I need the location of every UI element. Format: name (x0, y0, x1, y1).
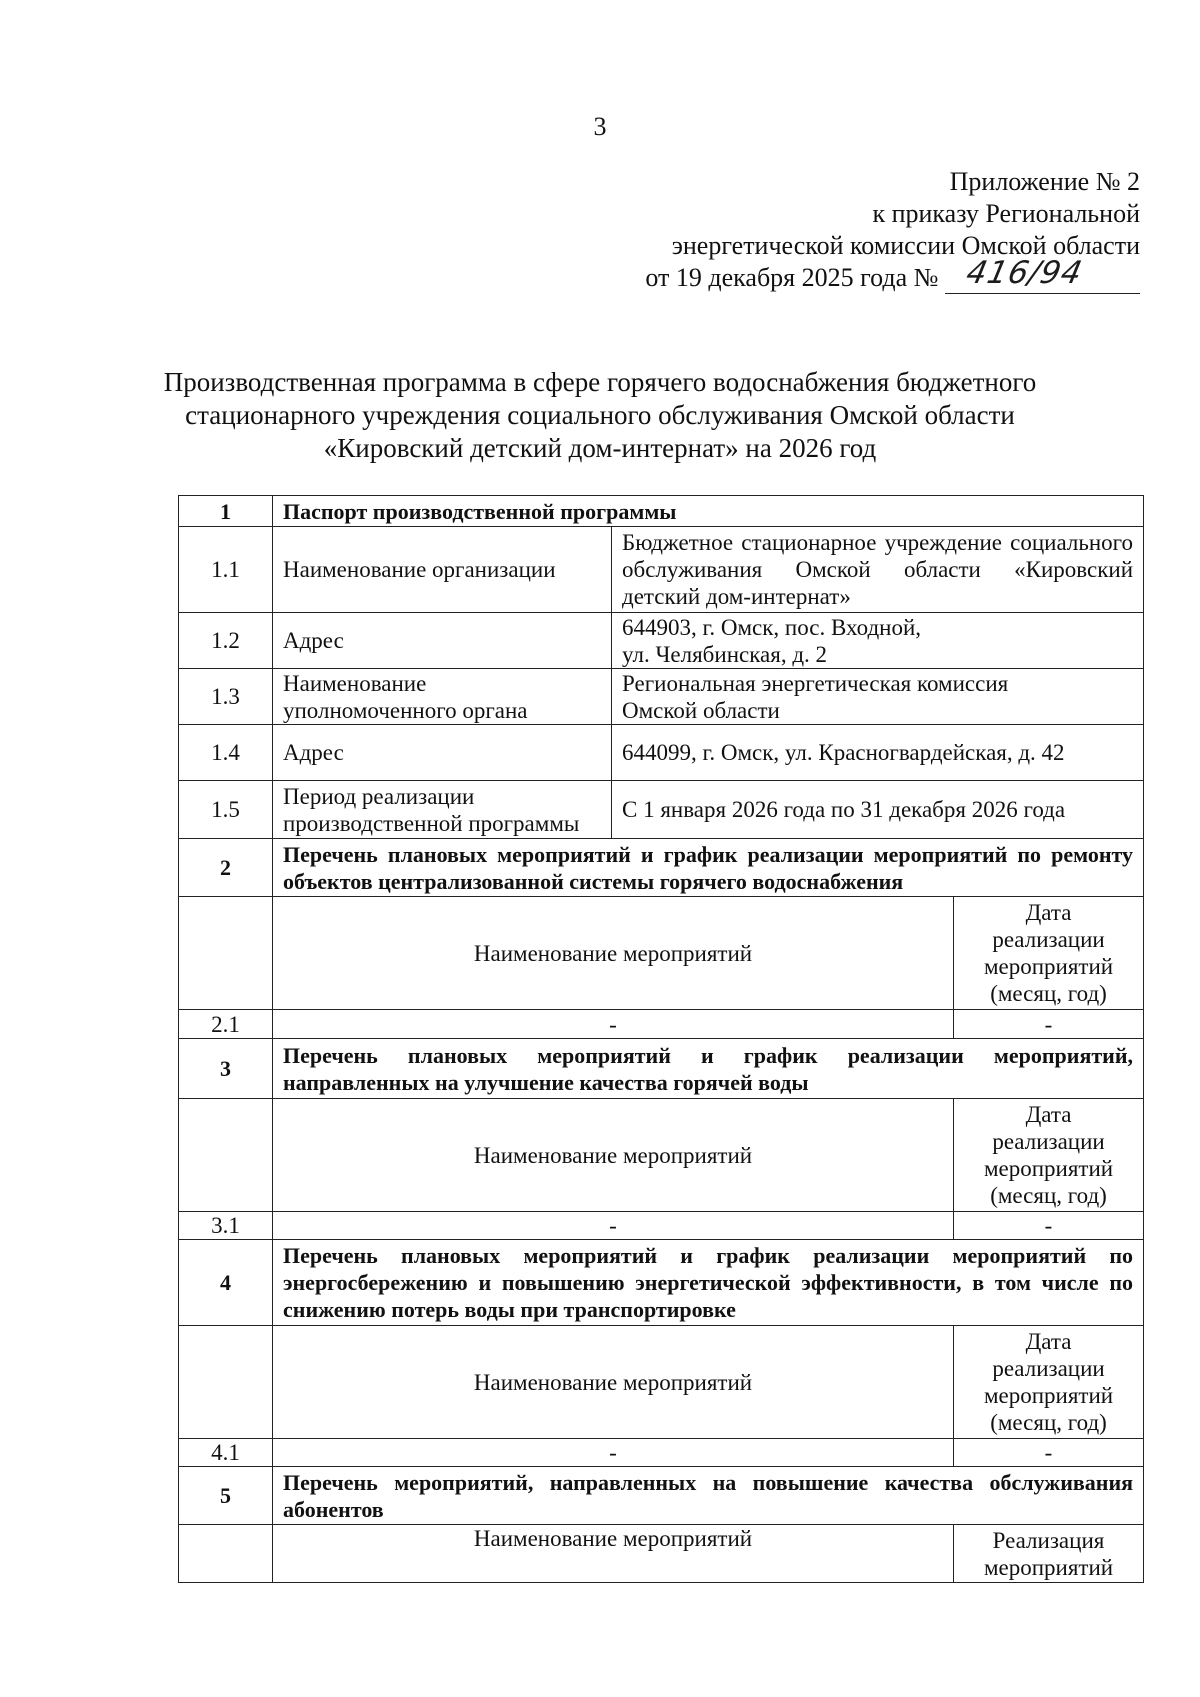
section-3-header (179, 1039, 1144, 1099)
header-line: мероприятий (983, 1383, 1114, 1408)
value-line: ул. Челябинская, д. 2 (622, 641, 828, 667)
row-number: 4.1 (179, 1439, 273, 1467)
section-number: 4 (179, 1240, 273, 1326)
row-number: 3.1 (179, 1212, 273, 1240)
label-line: производственной программы (283, 810, 580, 836)
header-line: Дата (1025, 900, 1072, 925)
header-line: мероприятий (983, 1554, 1114, 1580)
column-header-row (179, 1525, 1144, 1583)
row-value (612, 669, 1144, 725)
empty-cell (179, 897, 273, 1010)
appendix-date: от 19 декабря 2025 года № (645, 263, 939, 292)
measure-name: - (273, 1010, 954, 1039)
table-row (179, 781, 1144, 839)
section-5-header (179, 1467, 1144, 1525)
section-1-header (179, 496, 1144, 527)
table-row (179, 669, 1144, 725)
header-line: (месяц, год) (990, 1410, 1107, 1435)
row-label (273, 781, 612, 839)
table-row (179, 527, 1144, 613)
column-header-date (954, 1326, 1144, 1439)
table-row (179, 1439, 1144, 1467)
appendix-issuer: энергетической комиссии Омской области (671, 231, 1140, 260)
table-row (179, 1010, 1144, 1039)
table-row (179, 613, 1144, 669)
header-line: реализации (992, 1129, 1105, 1154)
appendix-order-ref: к приказу Региональной (872, 199, 1140, 228)
column-header-name: Наименование мероприятий (273, 1326, 954, 1439)
header-line: Реализация (992, 1527, 1105, 1553)
section-number: 3 (179, 1039, 273, 1099)
header-line: мероприятий (983, 954, 1114, 979)
table-row (179, 725, 1144, 781)
row-label: Наименование организации (273, 527, 612, 613)
table-row (179, 1212, 1144, 1240)
measure-name: - (273, 1439, 954, 1467)
order-number-field (945, 255, 1140, 294)
section-title: Перечень плановых мероприятий и график реализации мероприятий, направленных на улучшение качества горячей воды (273, 1039, 1144, 1099)
row-value (612, 613, 1144, 669)
header-line: (месяц, год) (990, 981, 1107, 1006)
row-value: Бюджетное стационарное учреждение социального обслуживания Омской области «Кировский детский дом-интернат» (612, 527, 1144, 613)
section-4-header (179, 1240, 1144, 1326)
section-number: 2 (179, 839, 273, 897)
value-line: Региональная энергетическая комиссия (622, 670, 1009, 696)
empty-cell (179, 1525, 273, 1583)
column-header-name: Наименование мероприятий (273, 1525, 954, 1583)
title-line-3: «Кировский детский дом-интернат» на 2026 год (323, 433, 877, 463)
row-value: 644099, г. Омск, ул. Красногвардейская, д. 42 (612, 725, 1144, 781)
header-line: реализации (992, 927, 1105, 952)
section-title: Паспорт производственной программы (273, 496, 1144, 527)
measure-date: - (954, 1439, 1144, 1467)
row-number: 2.1 (179, 1010, 273, 1039)
header-line: Дата (1025, 1329, 1072, 1354)
appendix-header (560, 166, 1140, 294)
section-2-header (179, 839, 1144, 897)
page-number: 3 (593, 112, 607, 141)
column-header-name: Наименование мероприятий (273, 897, 954, 1010)
program-table (178, 495, 1144, 1583)
row-label (273, 669, 612, 725)
row-number: 1.1 (179, 527, 273, 613)
label-line: Наименование (283, 670, 427, 696)
section-title: Перечень плановых мероприятий и график реализации мероприятий по ремонту объектов централизованной системы горячего водоснабжения (273, 839, 1144, 897)
title-line-1: Производственная программа в сфере горячего водоснабжения бюджетного (163, 367, 1037, 397)
value-line: Омской области (622, 697, 780, 723)
order-number-handwritten: 416/94 (963, 255, 1086, 291)
appendix-date-line (560, 255, 1140, 294)
empty-cell (179, 1326, 273, 1439)
column-header-name: Наименование мероприятий (273, 1099, 954, 1212)
document-title (150, 366, 1050, 465)
column-header-row (179, 1326, 1144, 1439)
label-line: уполномоченного органа (283, 697, 528, 723)
column-header-realization (954, 1525, 1144, 1583)
section-title: Перечень мероприятий, направленных на повышение качества обслуживания абонентов (273, 1467, 1144, 1525)
column-header-date (954, 897, 1144, 1010)
measure-date: - (954, 1010, 1144, 1039)
row-number: 1.3 (179, 669, 273, 725)
measure-date: - (954, 1212, 1144, 1240)
row-label: Адрес (273, 613, 612, 669)
row-label: Адрес (273, 725, 612, 781)
row-number: 1.4 (179, 725, 273, 781)
section-title: Перечень плановых мероприятий и график реализации мероприятий по энергосбережению и повышению энергетической эффективности, в том числе по снижению потерь воды при транспортировке (273, 1240, 1144, 1326)
column-header-date (954, 1099, 1144, 1212)
header-line: мероприятий (983, 1156, 1114, 1181)
row-number: 1.2 (179, 613, 273, 669)
section-number: 1 (179, 496, 273, 527)
row-number: 1.5 (179, 781, 273, 839)
value-line: 644903, г. Омск, пос. Входной, (622, 614, 922, 640)
row-value: С 1 января 2026 года по 31 декабря 2026 года (612, 781, 1144, 839)
header-line: реализации (992, 1356, 1105, 1381)
empty-cell (179, 1099, 273, 1212)
column-header-row (179, 1099, 1144, 1212)
label-line: Период реализации (283, 783, 475, 809)
section-number: 5 (179, 1467, 273, 1525)
measure-name: - (273, 1212, 954, 1240)
appendix-title: Приложение № 2 (949, 167, 1140, 196)
header-line: Дата (1025, 1102, 1072, 1127)
header-line: (месяц, год) (990, 1183, 1107, 1208)
title-line-2: стационарного учреждения социального обслуживания Омской области (185, 400, 1015, 430)
column-header-row (179, 897, 1144, 1010)
